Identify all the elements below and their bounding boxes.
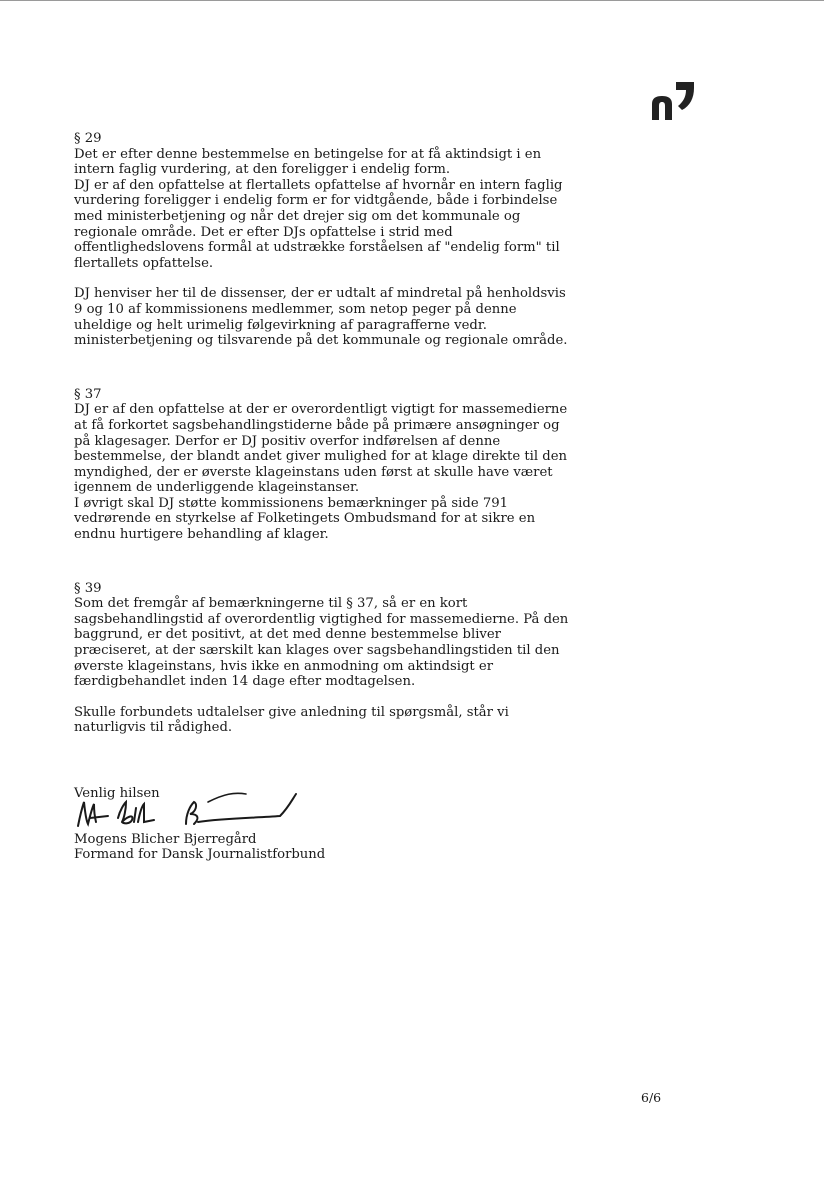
- section-39: [74, 581, 574, 736]
- page-number: 6/6: [641, 1090, 662, 1105]
- closing-greeting: Venlig hilsen: [74, 786, 160, 801]
- signatory-title: Formand for Dansk Journalistforbund: [74, 847, 326, 863]
- section-29: [74, 131, 574, 349]
- paragraph: Skulle forbundets udtalelser give anledning til spørgsmål, står vi naturligvis til rådighed.: [74, 704, 509, 736]
- paragraph: I øvrigt skal DJ støtte kommissionens bemærkninger på side 791 vedrørende en styrkelse af Folketingets Ombudsmand for at sikre en endnu hurtigere behandling af klager.: [74, 495, 536, 543]
- paragraph: DJ er af den opfattelse at der er overordentligt vigtigt for massemedierne at få forkortet sagsbehandlingstiderne både på primære ansøgninger og på klagesager. Derfor er DJ positiv overfor indførelsen af denne bestemmelse, der blandt andet giver mulighed for at klage direkte til den myndighed, der er øverste klageinstans uden først at skulle have været igennem de underliggende klageinstanser.: [74, 402, 568, 496]
- paragraph: Det er efter denne bestemmelse en betingelse for at få aktindsigt i en intern faglig vurdering, at den foreligger i endelig form.: [74, 146, 542, 178]
- paragraph: DJ er af den opfattelse at flertallets opfattelse af hvornår en intern faglig vurdering foreligger i endelig form er for vidtgående, både i forbindelse med ministerbetjening og når det drejer sig om det kommunale og regionale område. Det er efter DJs opfattelse i strid med offentlighedslovens formål at udstrække forståelsen af "endelig form" til flertallets opfattelse.: [74, 177, 563, 271]
- paragraph: Som det fremgår af bemærkningerne til § 37, så er en kort sagsbehandlingstid af overordentlig vigtighed for massemedierne. På den baggrund, er det positivt, at det med denne bestemmelse bliver præciseret, at der særskilt kan klages over sagsbehandlingstiden til den øverste klageinstans, hvis ikke en anmodning om aktindsigt er færdigbehandlet inden 14 dage efter modtagelsen.: [74, 596, 569, 690]
- paragraph: DJ henviser her til de dissenser, der er udtalt af mindretal på henholdsvis 9 og 10 af kommissionens medlemmer, som netop peger på denne uheldige og helt urimelig følgevirkning af paragrafferne vedr. ministerbetjening og tilsvarende på det kommunale og regionale område.: [74, 286, 568, 349]
- letter-body: [74, 131, 574, 736]
- signatory-name: Mogens Blicher Bjerregård: [74, 831, 257, 847]
- section-heading: § 37: [74, 386, 102, 402]
- signature-block: [74, 786, 374, 863]
- dj-logo-icon: [650, 80, 696, 122]
- section-heading: § 39: [74, 580, 102, 596]
- section-heading: § 29: [74, 131, 102, 146]
- section-37: [74, 387, 574, 543]
- top-rule: [0, 0, 824, 1]
